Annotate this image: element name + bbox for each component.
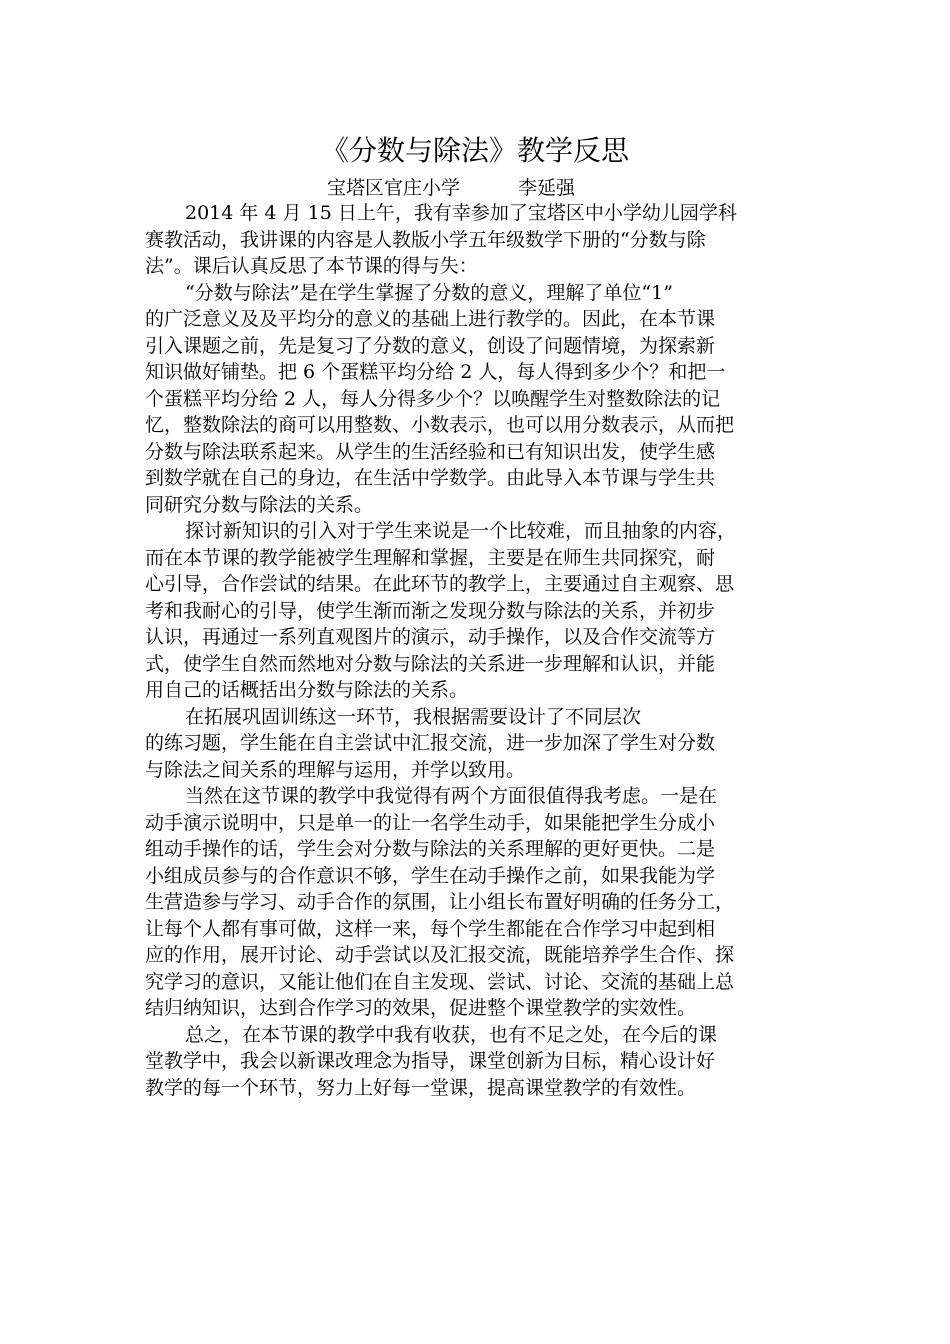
text-line: 考和我耐心的引导，使学生渐而渐之发现分数与除法的关系，并初步 xyxy=(145,599,716,622)
text-line: 结归纳知识，达到合作学习的效果，促进整个课堂教学的实效性。 xyxy=(145,997,697,1019)
document-title: 《分数与除法》教学反思 xyxy=(320,134,629,167)
text-line: 同研究分数与除法的关系。 xyxy=(145,493,374,516)
text-line: 让每个人都有事可做，这样一来，每个学生都能在合作学习中起到相 xyxy=(145,917,716,940)
text-line: 组动手操作的话，学生会对分数与除法的关系理解的更好更快。二是 xyxy=(145,838,716,860)
text-line: 应的作用，展开讨论、动手尝试以及汇报交流，既能培养学生合作、探 xyxy=(145,944,735,966)
school-name: 宝塔区官庄小学 xyxy=(327,177,461,199)
text-line: 法”。课后认真反思了本节课的得与失： xyxy=(145,255,478,277)
text-line: 式，使学生自然而然地对分数与除法的关系进一步理解和认识，并能 xyxy=(145,652,716,675)
text-line: 与除法之间关系的理解与运用，并学以致用。 xyxy=(145,758,526,781)
author-name: 李延强 xyxy=(518,177,576,199)
text-line: 知识做好铺垫。把 6 个蛋糕平均分给 2 人，每人得到多少个？和把一 xyxy=(145,361,726,383)
text-line: 的练习题，学生能在自主尝试中汇报交流，进一步加深了学生对分数 xyxy=(145,732,716,754)
text-line: 小组成员参与的合作意识不够，学生在动手操作之前，如果我能为学 xyxy=(145,864,716,887)
paragraph xyxy=(145,704,825,784)
text-line: 赛教活动，我讲课的内容是人教版小学五年级数学下册的“分数与除 xyxy=(145,228,706,251)
paragraph xyxy=(145,783,825,1022)
paragraph xyxy=(145,518,825,704)
text-line: 而在本节课的教学能被学生理解和掌握，主要是在师生共同探究，耐 xyxy=(145,546,716,569)
text-line: 忆，整数除法的商可以用整数、小数表示，也可以用分数表示，从而把 xyxy=(145,414,735,436)
text-line: 到数学就在自己的身边，在生活中学数学。由此导入本节课与学生共 xyxy=(145,467,716,489)
text-line: 个蛋糕平均分给 2 人，每人分得多少个？以唤醒学生对整数除法的记 xyxy=(145,387,721,410)
text-line: 探讨新知识的引入对于学生来说是一个比较难，而且抽象的内容， xyxy=(185,520,737,542)
text-line: 动手演示说明中，只是单一的让一名学生动手，如果能把学生分成小 xyxy=(145,811,716,834)
text-line: 在拓展巩固训练这一环节，我根据需要设计了不同层次 xyxy=(185,705,642,728)
text-line: 究学习的意识，又能让他们在自主发现、尝试、讨论、交流的基础上总 xyxy=(145,970,735,993)
text-line: 生营造参与学习、动手合作的氛围，让小组长布置好明确的任务分工， xyxy=(145,891,735,913)
paragraph xyxy=(145,280,825,519)
text-line: 认识，再通过一系列直观图片的演示，动手操作，以及合作交流等方 xyxy=(145,626,716,648)
byline xyxy=(327,176,575,200)
text-line: 2014 年 4 月 15 日上午，我有幸参加了宝塔区中小学幼儿园学科 xyxy=(185,202,737,224)
text-line: 用自己的话概括出分数与除法的关系。 xyxy=(145,679,469,701)
text-line: 堂教学中，我会以新课改理念为指导，课堂创新为目标，精心设计好 xyxy=(145,1050,716,1072)
text-line: 教学的每一个环节，努力上好每一堂课，提高课堂教学的有效性。 xyxy=(145,1076,697,1099)
text-line: 引入课题之前，先是复习了分数的意义，创设了问题情境，为探索新 xyxy=(145,334,716,357)
text-line: 当然在这节课的教学中我觉得有两个方面很值得我考虑。一是在 xyxy=(185,785,718,807)
text-line: 心引导，合作尝试的结果。在此环节的教学上，主要通过自主观察、思 xyxy=(145,573,735,595)
text-line: 的广泛意义及及平均分的意义的基础上进行教学的。因此，在本节课 xyxy=(145,308,716,330)
paragraph xyxy=(145,200,825,280)
text-line: 分数与除法联系起来。从学生的生活经验和已有知识出发，使学生感 xyxy=(145,440,716,463)
document-body xyxy=(145,200,825,1101)
paragraph xyxy=(145,1022,825,1102)
text-line: 总之，在本节课的教学中我有收获，也有不足之处，在今后的课 xyxy=(185,1023,718,1046)
text-line: “分数与除法”是在学生掌握了分数的意义，理解了单位“1” xyxy=(185,281,673,304)
